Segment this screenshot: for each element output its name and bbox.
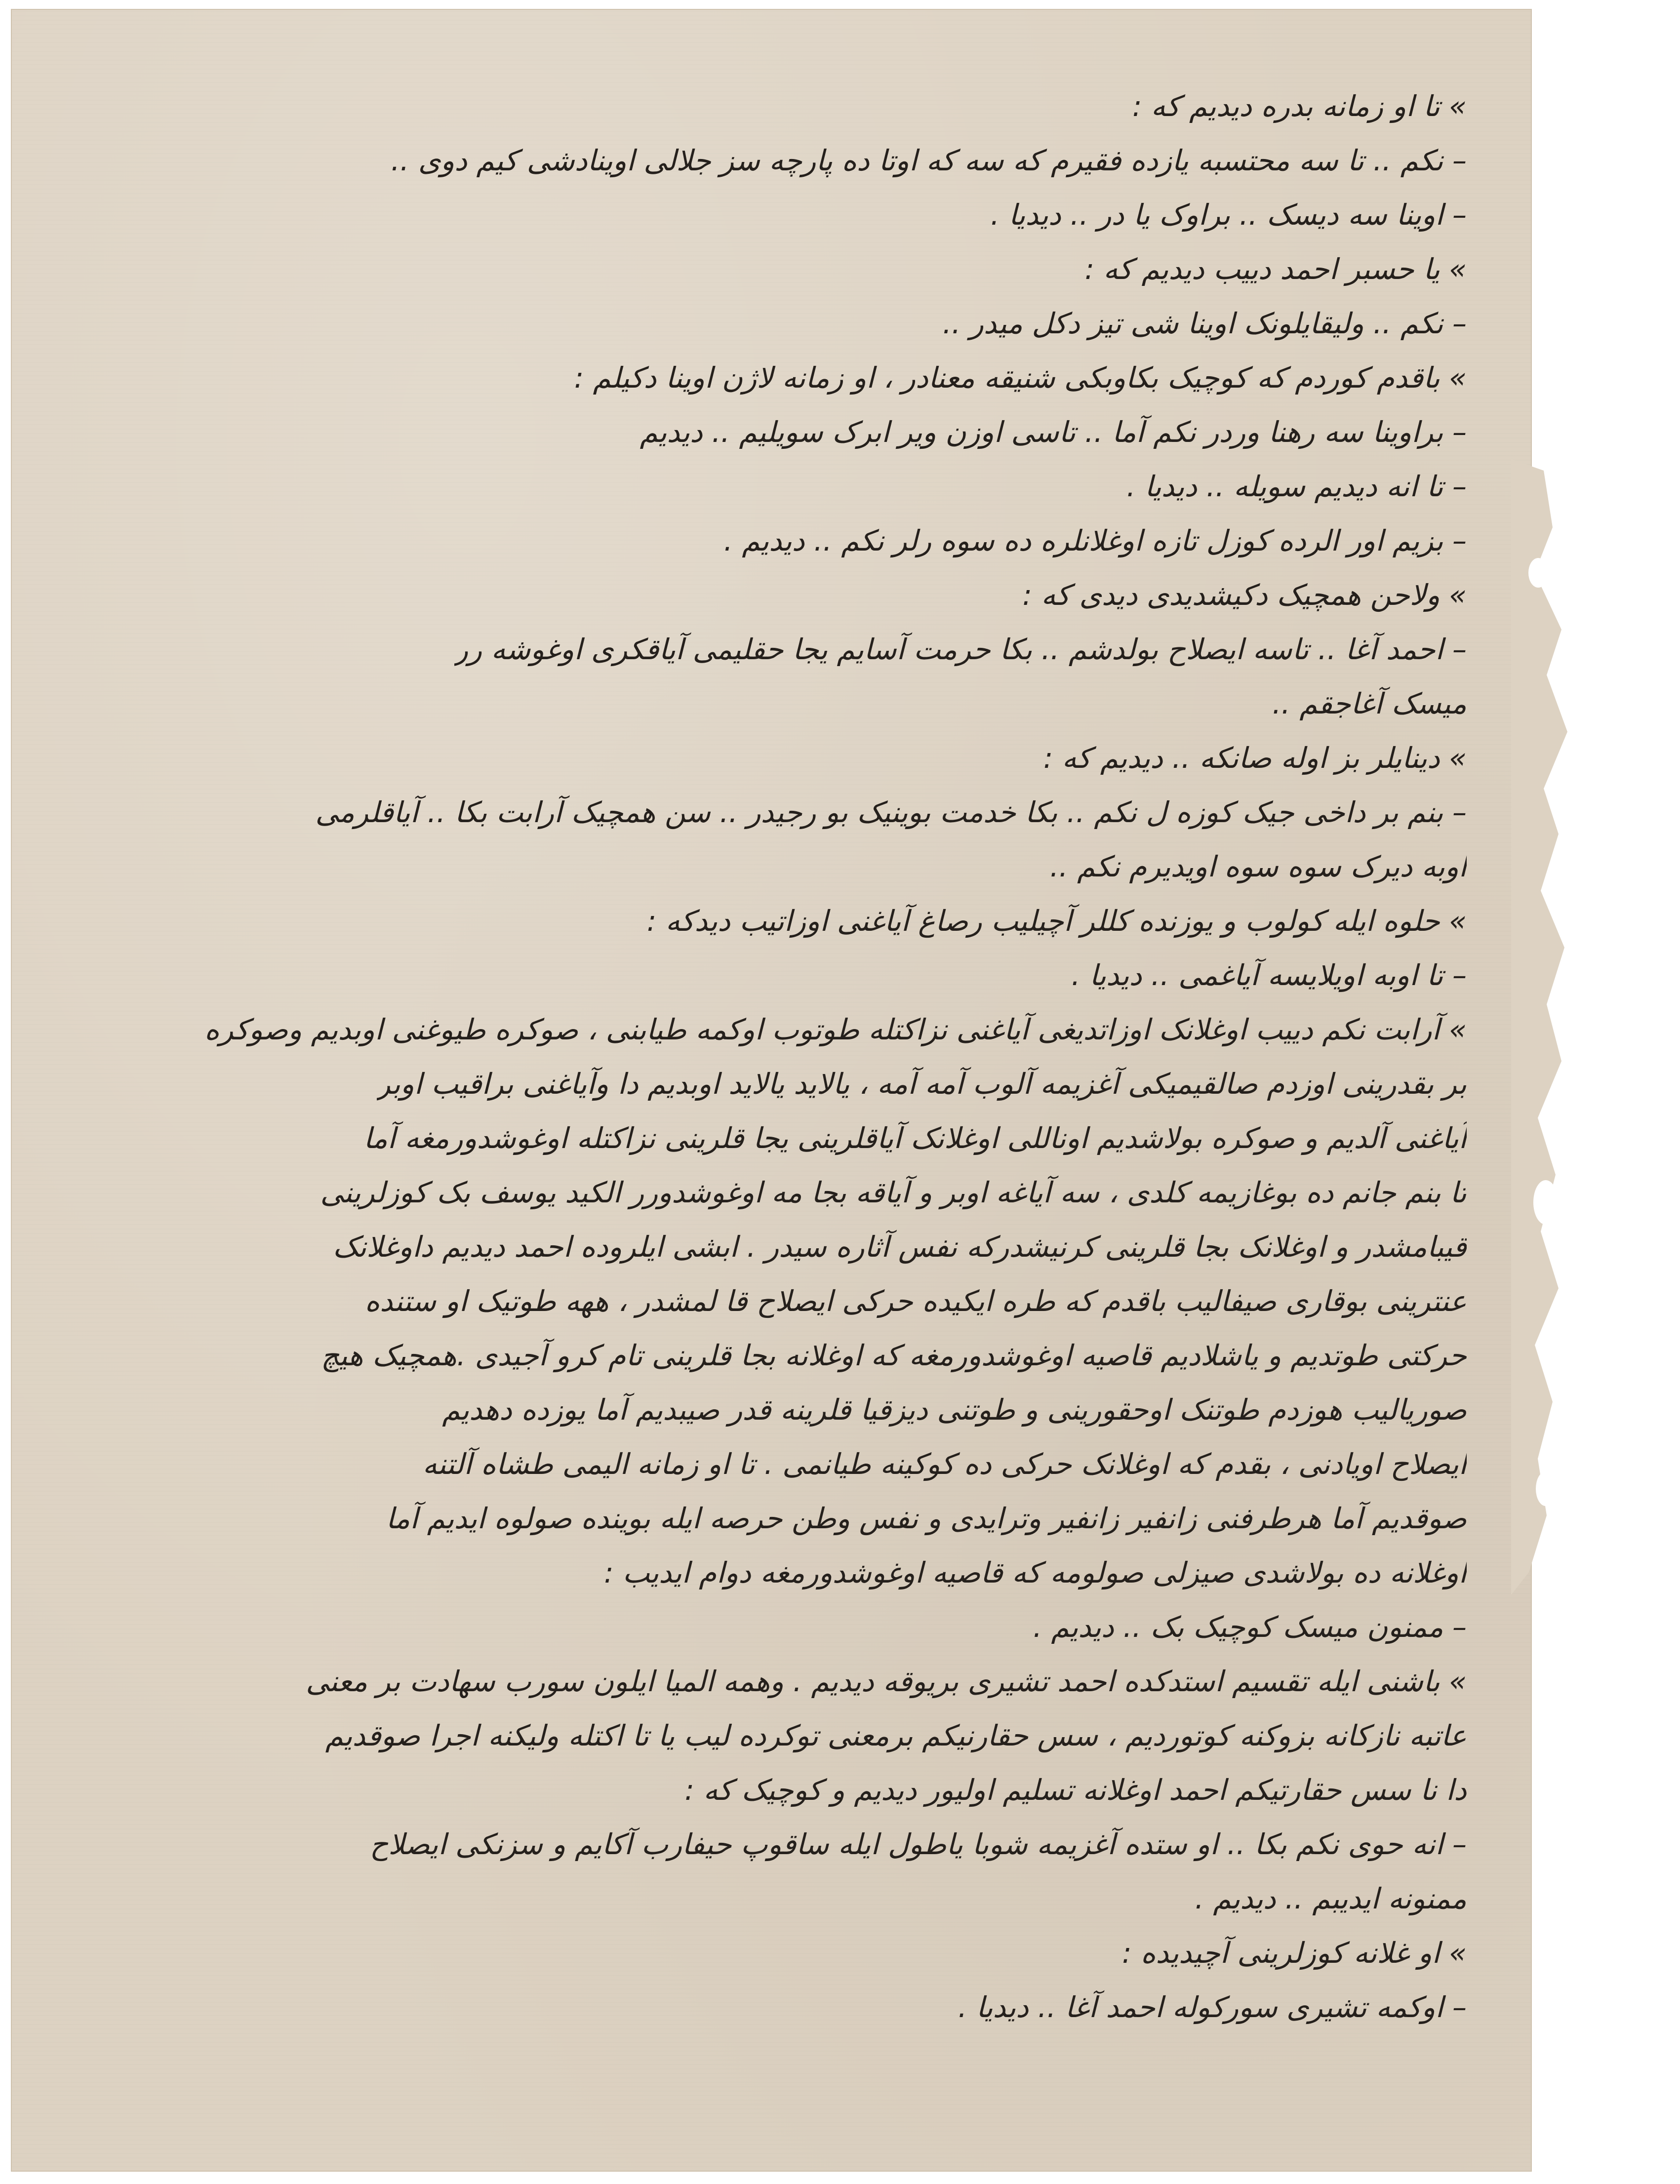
handwritten-text [44, 84, 1467, 2123]
text-line: دا نا سس حقارتیکم احمد اوغلانه تسلیم اولیور دیدیم و کوچیک که : [684, 1773, 1467, 1807]
text-line: » او غلانه کوزلرینی آچیدیده : [1122, 1936, 1467, 1970]
text-line: – انه حوی نکم بکا .. او ستده آغزیمه شوبا یاطول ایله ساقوپ حیفارب آکایم و سزنکی ایصلاح [369, 1827, 1467, 1861]
text-line: – اوینا سه دیسک .. براوک یا در .. دیدیا . [990, 198, 1467, 232]
page-damage [1528, 558, 1548, 588]
text-line: » تا او زمانه بدره دیدیم که : [1132, 89, 1467, 123]
text-line: بر بقدرینی اوزدم صالقیمیکی آغزیمه آلوب آمه آمه ، یالاید یالاید اوبدیم دا وآیاغنی براقیب اوبر [376, 1067, 1467, 1101]
torn-edge [1511, 459, 1570, 1595]
text-line: » دینایلر بز اوله صانکه .. دیدیم که : [1043, 741, 1467, 775]
text-line: تا بنم جانم ده بوغازیمه کلدی ، سه آیاغه اوبر و آیاقه بجا مه اوغوشدورر الکید یوسف بک کوزلرینی [320, 1176, 1467, 1209]
text-line: ممنونه ایدیبم .. دیدیم . [1195, 1882, 1467, 1915]
text-line: – ممنون میسک کوچیک بک .. دیدیم . [1033, 1610, 1467, 1644]
text-line: صوقدیم آما هرطرفنی زانفیر زانفیر وترایدی و نفس وطن حرصه ایله بوینده صولوه ایدیم آما [386, 1502, 1467, 1535]
text-line: ایصلاح اویادنی ، بقدم که اوغلانک حرکی ده کوکینه طیانمی . تا او زمانه الیمی طشاه آلتنه [422, 1447, 1467, 1481]
text-line: – اوکمه تشیری سورکوله احمد آغا .. دیدیا . [958, 1990, 1467, 2024]
text-line: عنترینی بوقاری صیفالیب باقدم که طره ایکیده حرکی ایصلاح قا لمشدر ، ههه طوتیک او ستنده [364, 1284, 1467, 1318]
text-line: اوبه دیرک سوه سوه اویدیرم نکم .. [1049, 850, 1467, 883]
page-damage [1536, 1471, 1556, 1506]
text-line: » ولاحن همچیک دکیشدیدی دیدی که : [1022, 578, 1467, 612]
text-line: آیاغنی آلدیم و صوکره بولاشدیم اوناللی اوغلانک آیاقلرینی یجا قلرینی نزاکتله اوغوشدورمغه آما [363, 1121, 1467, 1155]
text-line: » یا حسبر احمد دییب دیدیم که : [1084, 252, 1467, 286]
text-line: – تا انه دیدیم سویله .. دیدیا . [1126, 470, 1467, 503]
text-line: » آرابت نکم دییب اوغلانک اوزاتدیغی آیاغنی نزاکتله طوتوب اوکمه طیابنی ، صوکره طیوغنی اوبدیم وصوکره [204, 1013, 1467, 1046]
text-line: عاتبه نازکانه بزوکنه کوتوردیم ، سس حقارنیکم برمعنی توکرده لیب یا تا اکتله ولیکنه اجرا صوقدیم [325, 1719, 1467, 1752]
text-line: – نکم .. تا سه محتسبه یازده فقیرم که سه که اوتا ده پارچه سز جلالی اوینادشی کیم دوی .. [391, 144, 1467, 177]
text-line: – بنم بر داخی جیک کوزه ل نکم .. بکا خدمت بوینیک بو رجیدر .. سن همچیک آرابت بکا .. آیاقلرمی [315, 795, 1467, 829]
text-line: صوریالیب هوزدم طوتنک اوحقورینی و طوتنی دیزقیا قلرینه قدر صیبدیم آما یوزده دهدیم [442, 1393, 1467, 1427]
text-line: میسک آغاجقم .. [1272, 687, 1467, 720]
text-line: – بزیم اور الرده کوزل تازه اوغلانلره ده سوه رلر نکم .. دیدیم . [723, 524, 1467, 557]
text-line: – احمد آغا .. تاسه ایصلاح بولدشم .. بکا حرمت آسایم یجا حقلیمی آیاقکری اوغوشه رر [454, 633, 1467, 666]
text-line: » باشنی ایله تقسیم استدکده احمد تشیری بریوقه دیدیم . وهمه المیا ایلون سورب سهادت بر معنی [306, 1665, 1467, 1698]
text-line: » باقدم کوردم که کوچیک بکاوبکی شنیقه معنادر ، او زمانه لاژن اوینا دکیلم : [574, 361, 1467, 395]
text-line: » حلوه ایله کولوب و یوزنده کللر آچیلیب رصاغ آیاغنی اوزاتیب دیدکه : [646, 904, 1467, 938]
text-line: قیبامشدر و اوغلانک بجا قلرینی کرنیشدرکه نفس آثاره سیدر . ابشی ایلروده احمد دیدیم داوغلانک [332, 1230, 1467, 1264]
page-damage [1533, 1180, 1558, 1225]
text-line: – نکم .. ولیقایلونک اوینا شی تیز دکل میدر .. [942, 307, 1467, 340]
text-line: اوغلانه ده بولاشدی صیزلی صولومه که قاصیه اوغوشدورمغه دوام ایدیب : [603, 1556, 1467, 1589]
text-line: – تا اوبه اویلایسه آیاغمی .. دیدیا . [1071, 958, 1467, 992]
text-line: – براوینا سه رهنا وردر نکم آما .. تاسی اوزن ویر ابرک سویلیم .. دیدیم [640, 415, 1467, 449]
text-line: حرکتی طوتدیم و یاشلادیم قاصیه اوغوشدورمغه که اوغلانه بجا قلرینی تام کرو آجیدی .همچیک هیچ [320, 1339, 1467, 1372]
